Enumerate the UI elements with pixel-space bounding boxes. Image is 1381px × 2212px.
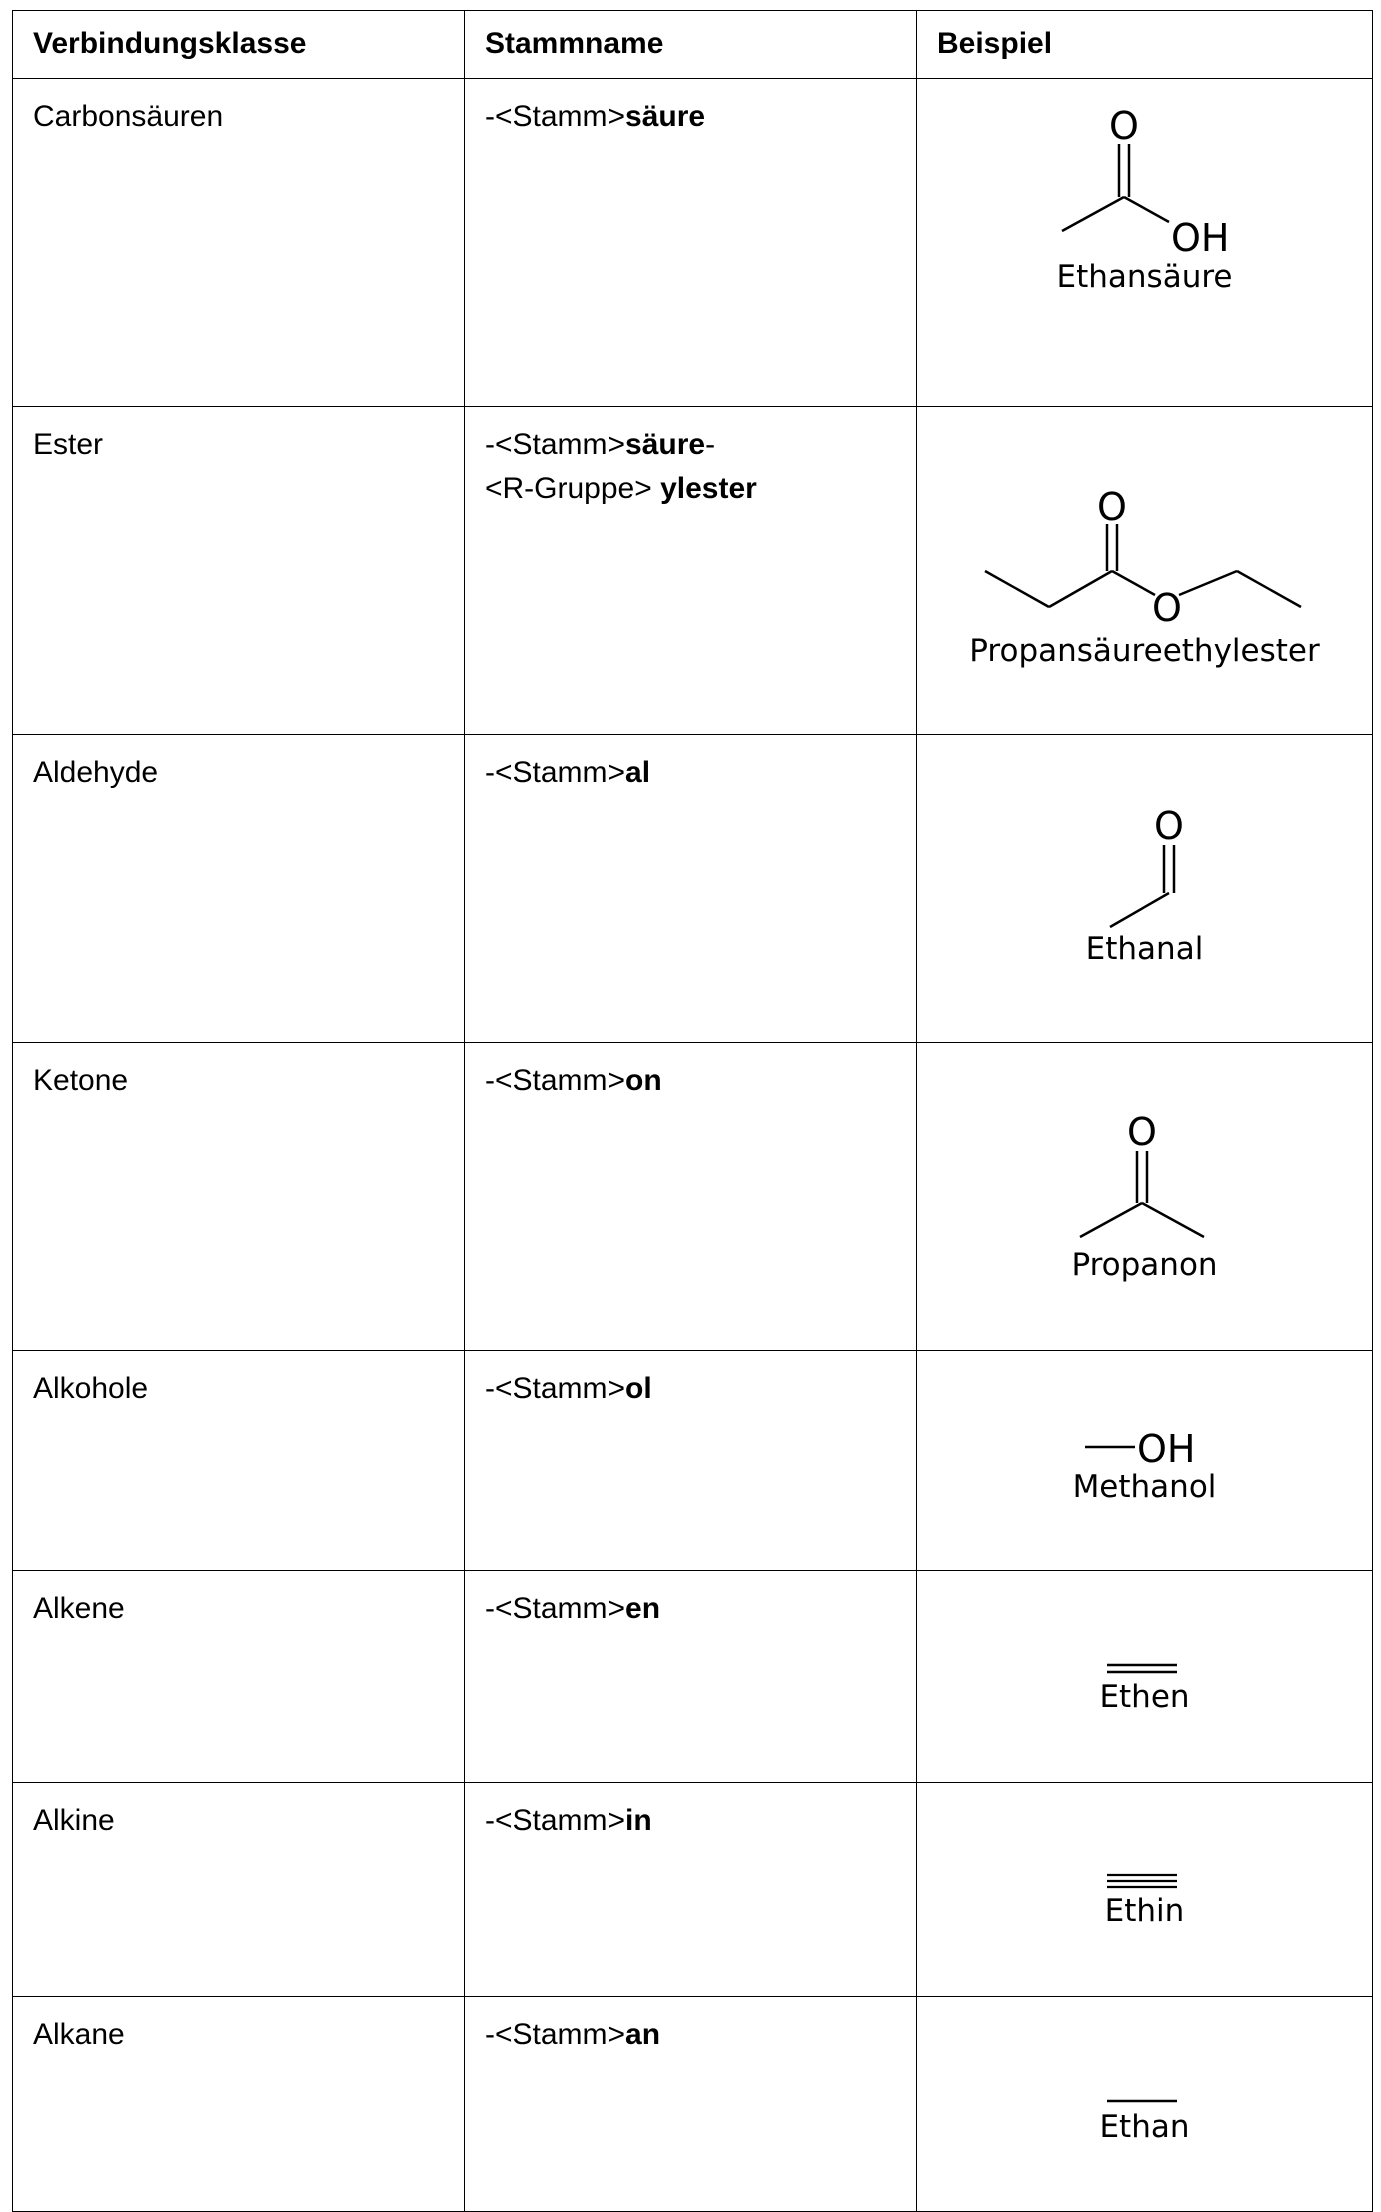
klasse-cell: Alkane xyxy=(13,1997,465,2212)
beispiel-name: Ethan xyxy=(1099,2109,1190,2145)
stammname-prefix: -<Stamm> xyxy=(485,1804,626,1837)
propansaeureethylester-structure xyxy=(917,407,1373,735)
stammname-suffix: an xyxy=(625,2018,661,2051)
header-verbindungsklasse: Verbindungsklasse xyxy=(13,11,465,79)
beispiel-name: Ethansäure xyxy=(1056,259,1233,295)
stammname-prefix: -<Stamm> xyxy=(485,100,626,133)
stammname-suffix: ol xyxy=(625,1372,652,1405)
beispiel-cell xyxy=(917,1571,1373,1783)
table-row xyxy=(13,1351,1373,1571)
header-stammname: Stammname xyxy=(465,11,917,79)
beispiel-cell xyxy=(917,407,1373,735)
klasse-cell: Carbonsäuren xyxy=(13,79,465,407)
header-row xyxy=(13,11,1373,79)
stammname-ylester: ylester xyxy=(660,472,757,505)
stammname-prefix: -<Stamm> xyxy=(485,1592,626,1625)
stammname-prefix: -<Stamm> xyxy=(485,756,626,789)
stammname-suffix: in xyxy=(625,1804,652,1837)
stammname-suffix: säure xyxy=(625,100,706,133)
stammname-prefix: -<Stamm> xyxy=(485,1372,626,1405)
klasse-cell: Ketone xyxy=(13,1043,465,1351)
header-beispiel: Beispiel xyxy=(917,11,1373,79)
stammname-cell xyxy=(465,1997,917,2212)
table-row xyxy=(13,1997,1373,2212)
stammname-dash: - xyxy=(705,428,716,461)
stammname-cell xyxy=(465,1043,917,1351)
ethan-structure xyxy=(917,1997,1373,2212)
atom-label: O xyxy=(1127,1110,1157,1154)
stammname-r-gruppe: <R-Gruppe> xyxy=(485,472,661,505)
table-row xyxy=(13,735,1373,1043)
beispiel-cell xyxy=(917,79,1373,407)
atom-label: OH xyxy=(1137,1427,1196,1471)
klasse-cell: Alkine xyxy=(13,1783,465,1997)
beispiel-cell xyxy=(917,735,1373,1043)
beispiel-name: Ethanal xyxy=(1085,931,1204,967)
stammname-cell xyxy=(465,407,917,735)
stammname-cell xyxy=(465,1351,917,1571)
atom-label: OH xyxy=(1171,216,1230,260)
ethanal-structure xyxy=(917,735,1373,1043)
beispiel-cell xyxy=(917,1351,1373,1571)
klasse-cell: Ester xyxy=(13,407,465,735)
table-row xyxy=(13,1043,1373,1351)
atom-label: O xyxy=(1154,804,1184,848)
ethin-structure xyxy=(917,1783,1373,1997)
stammname-suffix: on xyxy=(625,1064,662,1097)
beispiel-name: Propansäureethylester xyxy=(969,633,1320,669)
stammname-prefix: -<Stamm> xyxy=(485,2018,626,2051)
stammname-cell xyxy=(465,735,917,1043)
stammname-prefix: -<Stamm> xyxy=(485,428,626,461)
ethansaeure-structure xyxy=(917,79,1373,407)
methanol-structure xyxy=(917,1351,1373,1571)
ethen-structure xyxy=(917,1571,1373,1783)
beispiel-name: Propanon xyxy=(1071,1247,1218,1283)
klasse-cell: Alkohole xyxy=(13,1351,465,1571)
beispiel-cell xyxy=(917,1043,1373,1351)
stammname-prefix: -<Stamm> xyxy=(485,1064,626,1097)
beispiel-cell xyxy=(917,1783,1373,1997)
stammname-suffix: al xyxy=(625,756,651,789)
beispiel-name: Ethin xyxy=(1104,1893,1185,1929)
stammname-suffix: säure xyxy=(625,428,706,461)
table-row xyxy=(13,79,1373,407)
table-row xyxy=(13,407,1373,735)
beispiel-name: Methanol xyxy=(1072,1469,1217,1505)
stammname-cell xyxy=(465,79,917,407)
stammname-suffix: en xyxy=(625,1592,661,1625)
naming-table xyxy=(12,10,1373,2212)
atom-label: O xyxy=(1152,586,1182,630)
table-row xyxy=(13,1783,1373,1997)
stammname-cell xyxy=(465,1571,917,1783)
klasse-cell: Alkene xyxy=(13,1571,465,1783)
stammname-cell xyxy=(465,1783,917,1997)
atom-label: O xyxy=(1109,104,1139,148)
atom-label: O xyxy=(1097,485,1127,529)
beispiel-name: Ethen xyxy=(1099,1679,1190,1715)
beispiel-cell xyxy=(917,1997,1373,2212)
table-row xyxy=(13,1571,1373,1783)
propanon-structure xyxy=(917,1043,1373,1351)
klasse-cell: Aldehyde xyxy=(13,735,465,1043)
